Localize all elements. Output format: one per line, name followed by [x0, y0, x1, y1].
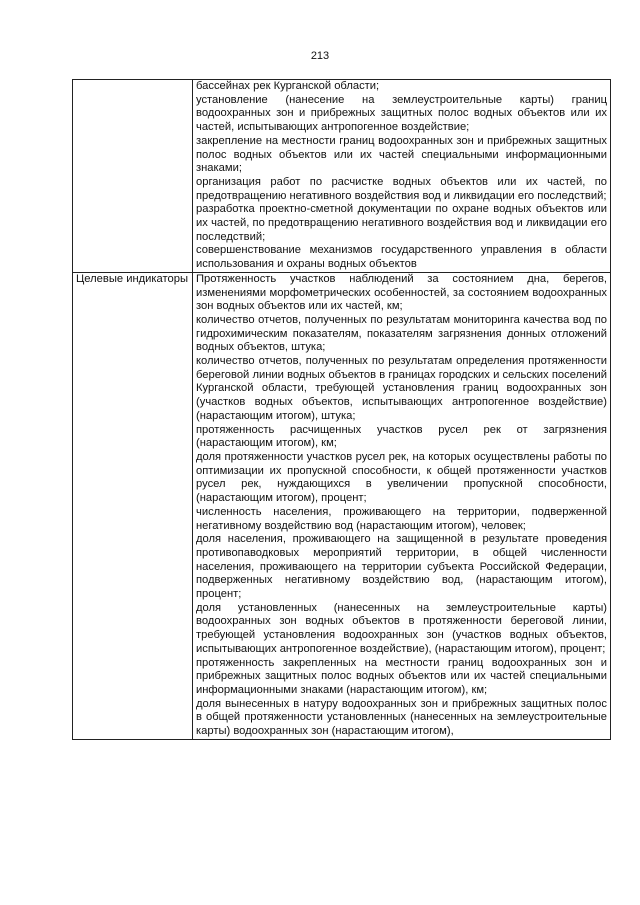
paragraph: установление (нанесение на землеустроительные карты) границ водоохранных зон и прибрежных защитных полос водных объектов или их частей, испытывающих антропогенное воздействие;: [196, 93, 607, 134]
paragraph: доля установленных (нанесенных на землеустроительные карты) водоохранных зон водных объектов в протяженности береговой линии, требующей установления водоохранных зон (участков водных объектов, испытывающих антропогенное воздействие), (нарастающим итогом), процент;: [196, 601, 607, 655]
paragraph: количество отчетов, полученных по результатам определения протяженности береговой линии водных объектов в границах городских и сельских поселений Курганской области, требующей установления границ водоохранных зон (участков водных объектов, испытывающих антропогенное воздействие) (нарастающим итогом), штука;: [196, 355, 607, 422]
paragraph: протяженность расчищенных участков русел рек от загрязнения (нарастающим итогом), км;: [196, 423, 607, 450]
document-table: [72, 79, 611, 740]
row-label: [73, 80, 193, 273]
paragraph: доля вынесенных в натуру водоохранных зон и прибрежных защитных полос в общей протяженности установленных (нанесенных на землеустроительные карты) водоохранных зон (нарастающим итогом),: [196, 697, 607, 738]
paragraph: доля протяженности участков русел рек, на которых осуществлены работы по оптимизации их пропускной способности, к общей протяженности участков русел рек, нуждающихся в увеличении пропускной способности, (нарастающим итогом), процент;: [196, 450, 607, 505]
paragraph: закрепление на местности границ водоохранных зон и прибрежных защитных полос водных объектов или их частей специальными информационными знаками;: [196, 134, 607, 175]
paragraph: организация работ по расчистке водных объектов или их частей, по предотвращению негативного воздействия вод и ликвидации его последствий;: [196, 175, 607, 202]
page-number: 213: [310, 50, 330, 62]
paragraph: протяженность закрепленных на местности границ водоохранных зон и прибрежных защитных полос водных объектов или их частей специальными информационными знаками (нарастающим итогом), км;: [196, 656, 607, 696]
paragraph: совершенствование механизмов государственного управления в области использования и охраны водных объектов: [196, 244, 607, 271]
paragraph: доля населения, проживающего на защищенной в результате проведения противопаводковых мероприятий территории, в общей численности населения, проживающего на территории субъекта Российской Федерации, подверженных негативному воздействию вод, (нарастающим итогом), процент;: [196, 533, 607, 601]
paragraph: Протяженность участков наблюдений за состоянием дна, берегов, изменениями морфометрических особенностей, за состоянием водоохранных зон водных объектов или их частей, км;: [196, 272, 607, 313]
row-content: [193, 272, 611, 739]
row-content: [193, 80, 611, 273]
paragraph: разработка проектно-сметной документации по охране водных объектов или их частей, по предотвращению негативного воздействия вод и ликвидации его последствий;: [196, 203, 607, 243]
paragraph: бассейнах рек Курганской области;: [196, 80, 380, 92]
paragraph: численность населения, проживающего на территории, подверженной негативному воздействию вод (нарастающим итогом), человек;: [196, 505, 607, 532]
table-row: [73, 80, 611, 273]
table-row: [73, 272, 611, 739]
paragraph: количество отчетов, полученных по результатам мониторинга качества вод по гидрохимическим показателям, показателям загрязнения донных отложений водных объектов, штука;: [196, 313, 607, 354]
row-label: Целевые индикаторы: [73, 272, 193, 739]
